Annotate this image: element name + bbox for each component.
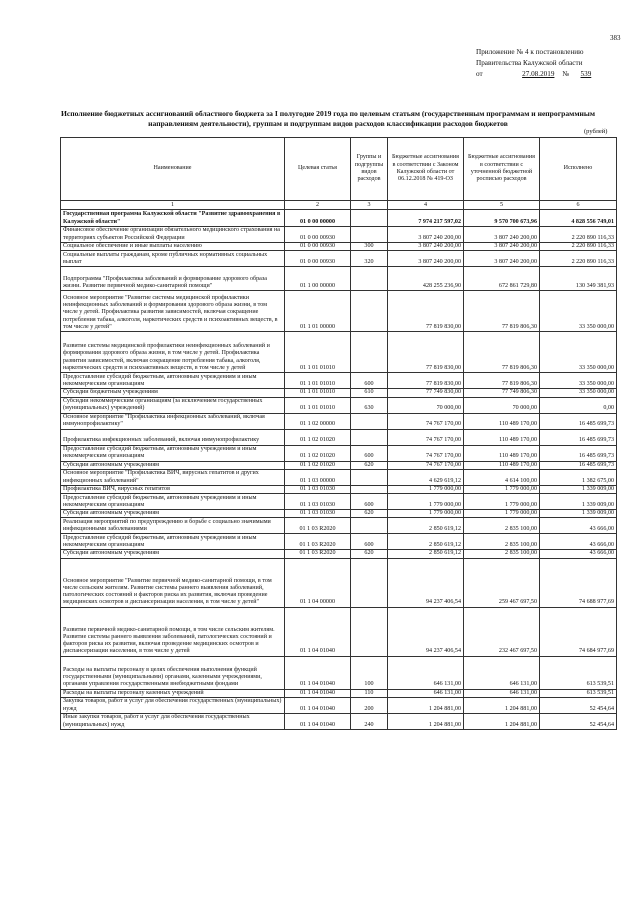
row-expense-group-cell [351,227,388,243]
row-executed-cell: 4 828 556 749,01 [540,210,617,227]
row-expense-group-cell [351,291,388,332]
table-row [61,550,617,558]
page-number: 383 [610,34,621,42]
row-expense-group-cell: 620 [351,550,388,558]
row-expense-group-cell: 630 [351,397,388,413]
row-law-allocation-cell: 4 629 619,12 [388,469,464,485]
row-expense-group-cell [351,413,388,429]
row-revised-allocation-cell: 77 819 806,30 [464,291,540,332]
row-law-allocation-cell: 646 131,00 [388,689,464,697]
row-law-allocation-cell: 2 850 619,12 [388,550,464,558]
row-expense-group-cell: 600 [351,445,388,461]
row-law-allocation-cell: 94 237 406,54 [388,558,464,607]
table-header-row [61,138,617,201]
row-expense-group-cell: 200 [351,698,388,714]
row-revised-allocation-cell: 77 819 806,30 [464,332,540,373]
row-name-cell: Развитие первичной медико-санитарной помощи, в том числе сельским жителям. Развитие системы раннего выявления заболеваний, патологических состояний и факторов риска их развития, включая проведение медицинских осмотров и диспансеризации населения, в том числе у детей [61,607,285,656]
row-executed-cell: 16 485 699,73 [540,445,617,461]
row-revised-allocation-cell: 232 467 697,50 [464,607,540,656]
row-expense-group-cell [351,558,388,607]
column-number: 4 [388,201,464,210]
row-name-cell: Социальные выплаты гражданам, кроме публичных нормативных социальных выплат [61,251,285,267]
row-law-allocation-cell: 3 807 240 200,00 [388,251,464,267]
row-law-allocation-cell: 77 819 830,00 [388,291,464,332]
row-revised-allocation-cell: 110 489 170,00 [464,429,540,445]
appendix-number: 539 [580,70,592,78]
row-target-article-cell: 01 1 01 01010 [285,373,351,389]
table-row [61,429,617,445]
row-revised-allocation-cell: 1 779 000,00 [464,494,540,510]
row-expense-group-cell [351,267,388,291]
row-name-cell: Предоставление субсидий бюджетным, автономным учреждениям и иным некоммерческим организациям [61,373,285,389]
row-target-article-cell: 01 1 03 R2020 [285,518,351,534]
row-expense-group-cell [351,469,388,485]
row-target-article-cell: 01 1 02 01020 [285,445,351,461]
row-target-article-cell: 01 1 03 01030 [285,494,351,510]
row-name-cell: Предоставление субсидий бюджетным, автономным учреждениям и иным некоммерческим организациям [61,494,285,510]
row-target-article-cell: 01 1 01 01010 [285,332,351,373]
row-revised-allocation-cell: 1 204 881,00 [464,714,540,730]
row-expense-group-cell [351,485,388,493]
table-row [61,227,617,243]
row-name-cell: Закупка товаров, работ и услуг для обеспечения государственных (муниципальных) нужд [61,698,285,714]
row-law-allocation-cell: 1 779 000,00 [388,485,464,493]
row-revised-allocation-cell: 77 749 806,30 [464,389,540,397]
row-executed-cell: 130 349 381,93 [540,267,617,291]
row-law-allocation-cell: 1 779 000,00 [388,510,464,518]
row-name-cell: Профилактика инфекционных заболеваний, включая иммунопрофилактику [61,429,285,445]
row-executed-cell: 33 350 000,00 [540,389,617,397]
row-target-article-cell: 01 1 03 R2020 [285,550,351,558]
row-law-allocation-cell: 3 807 240 200,00 [388,243,464,251]
row-law-allocation-cell: 2 850 619,12 [388,534,464,550]
column-header-law-allocation: Бюджетные ассигнования в соответствии с Законом Калужской области от 06.12.2018 № 419-ОЗ [388,138,464,201]
row-name-cell: Субсидии некоммерческим организациям (за исключением государственных (муниципальных) учреждений) [61,397,285,413]
table-row [61,291,617,332]
row-law-allocation-cell: 77 749 830,00 [388,389,464,397]
row-target-article-cell: 01 1 03 00000 [285,469,351,485]
row-revised-allocation-cell: 4 614 100,00 [464,469,540,485]
row-expense-group-cell: 600 [351,534,388,550]
row-target-article-cell: 01 1 02 00000 [285,413,351,429]
row-expense-group-cell [351,332,388,373]
table-row [61,373,617,389]
table-row [61,210,617,227]
row-revised-allocation-cell: 646 131,00 [464,656,540,689]
row-target-article-cell: 01 1 01 00000 [285,291,351,332]
appendix-header [476,47,636,80]
table-row [61,518,617,534]
row-expense-group-cell: 300 [351,243,388,251]
row-target-article-cell: 01 1 04 01040 [285,656,351,689]
row-target-article-cell: 01 0 00 00000 [285,210,351,227]
row-revised-allocation-cell: 110 489 170,00 [464,445,540,461]
row-executed-cell: 74 688 977,69 [540,558,617,607]
table-row [61,656,617,689]
row-target-article-cell: 01 0 00 00930 [285,243,351,251]
row-law-allocation-cell: 2 850 619,12 [388,518,464,534]
row-executed-cell: 33 350 000,00 [540,373,617,389]
row-revised-allocation-cell: 110 489 170,00 [464,413,540,429]
row-revised-allocation-cell: 3 807 240 200,00 [464,251,540,267]
row-executed-cell: 1 339 009,00 [540,510,617,518]
row-revised-allocation-cell: 77 819 806,30 [464,373,540,389]
row-target-article-cell: 01 1 04 01040 [285,607,351,656]
row-target-article-cell: 01 1 03 01030 [285,485,351,493]
row-name-cell: Реализация мероприятий по предупреждению и борьбе с социально значимыми инфекционными заболеваниями [61,518,285,534]
row-name-cell: Развитие системы медицинской профилактики неинфекционных заболеваний и формирования здорового образа жизни, в том числе у детей. Профилактика развития зависимостей, включая сокращение потребления табака, алкоголя, наркотических средств и психоактивных веществ, в том числе у детей [61,332,285,373]
row-revised-allocation-cell: 3 807 240 200,00 [464,243,540,251]
row-law-allocation-cell: 3 807 240 200,00 [388,227,464,243]
row-revised-allocation-cell: 9 570 700 673,96 [464,210,540,227]
row-law-allocation-cell: 1 779 000,00 [388,494,464,510]
row-revised-allocation-cell: 2 835 100,00 [464,534,540,550]
table-row [61,469,617,485]
row-law-allocation-cell: 646 131,00 [388,656,464,689]
row-name-cell: Субсидии бюджетным учреждениям [61,389,285,397]
row-executed-cell: 613 539,51 [540,656,617,689]
row-name-cell: Субсидии автономным учреждениям [61,461,285,469]
row-name-cell: Предоставление субсидий бюджетным, автономным учреждениям и иным некоммерческим организациям [61,534,285,550]
row-name-cell: Расходы на выплаты персоналу в целях обеспечения выполнения функций государственными (муниципальными) органами, казенными учреждениями, органами управления государственными внебюджетными фондами [61,656,285,689]
row-name-cell: Финансовое обеспечение организации обязательного медицинского страхования на территориях субъектов Российской Федерации [61,227,285,243]
row-target-article-cell: 01 1 00 00000 [285,267,351,291]
column-number: 5 [464,201,540,210]
row-target-article-cell: 01 1 04 01040 [285,714,351,730]
row-executed-cell: 16 485 699,73 [540,461,617,469]
row-revised-allocation-cell: 110 489 170,00 [464,461,540,469]
row-executed-cell: 43 666,00 [540,534,617,550]
row-revised-allocation-cell: 672 861 729,80 [464,267,540,291]
row-expense-group-cell [351,607,388,656]
row-target-article-cell: 01 1 03 01030 [285,510,351,518]
row-name-cell: Государственная программа Калужской области "Развитие здравоохранения в Калужской области" [61,210,285,227]
row-name-cell: Основное мероприятие "Развитие первичной медико-санитарной помощи, в том числе сельским жителям. Развитие системы раннего выявления заболеваний, патологических состояний и факторов риска их развития, включая проведение медицинских осмотров и диспансеризации населения, в том числе у детей" [61,558,285,607]
row-target-article-cell: 01 1 01 01010 [285,397,351,413]
table-row [61,413,617,429]
row-revised-allocation-cell: 1 204 881,00 [464,698,540,714]
row-target-article-cell: 01 0 00 00930 [285,251,351,267]
row-executed-cell: 43 666,00 [540,550,617,558]
column-header-revised-allocation: Бюджетные ассигнования в соответствии с уточненной бюджетной росписью расходов [464,138,540,201]
row-executed-cell: 1 339 009,00 [540,494,617,510]
row-expense-group-cell: 320 [351,251,388,267]
table-row [61,689,617,697]
row-executed-cell: 74 684 977,69 [540,607,617,656]
column-header-executed: Исполнено [540,138,617,201]
column-number: 6 [540,201,617,210]
row-executed-cell: 1 382 675,00 [540,469,617,485]
column-number: 3 [351,201,388,210]
row-expense-group-cell: 100 [351,656,388,689]
table-row [61,510,617,518]
appendix-number-label: № [562,70,570,78]
appendix-line-2: Правительства Калужской области [476,59,583,67]
row-law-allocation-cell: 74 767 170,00 [388,445,464,461]
row-executed-cell: 1 339 009,00 [540,485,617,493]
row-target-article-cell: 01 1 04 01040 [285,698,351,714]
row-revised-allocation-cell: 646 131,00 [464,689,540,697]
row-law-allocation-cell: 77 819 830,00 [388,332,464,373]
table-row [61,485,617,493]
table-row [61,332,617,373]
row-law-allocation-cell: 1 204 881,00 [388,714,464,730]
row-executed-cell: 613 539,51 [540,689,617,697]
row-law-allocation-cell: 7 974 217 597,02 [388,210,464,227]
row-name-cell: Основное мероприятие "Профилактика инфекционных заболеваний, включая иммунопрофилактику" [61,413,285,429]
row-executed-cell: 52 454,64 [540,714,617,730]
row-law-allocation-cell: 77 819 830,00 [388,373,464,389]
budget-table [60,137,617,730]
row-executed-cell: 2 220 890 116,33 [540,243,617,251]
row-executed-cell: 16 485 699,73 [540,413,617,429]
row-revised-allocation-cell: 2 835 100,00 [464,518,540,534]
row-revised-allocation-cell: 1 779 000,00 [464,485,540,493]
appendix-line-3 [476,69,636,80]
row-revised-allocation-cell: 70 000,00 [464,397,540,413]
row-law-allocation-cell: 1 204 881,00 [388,698,464,714]
row-law-allocation-cell: 74 767 170,00 [388,429,464,445]
row-revised-allocation-cell: 2 835 100,00 [464,550,540,558]
row-name-cell: Основное мероприятие "Развитие системы медицинской профилактики неинфекционных заболеваний и формирования здорового образа жизни, в том числе у детей. Профилактика развития зависимостей, включая сокращение потребления табака, алкоголя, наркотических средств и психоактивных веществ, в том числе у детей" [61,291,285,332]
table-row [61,714,617,730]
row-expense-group-cell: 600 [351,373,388,389]
row-law-allocation-cell: 70 000,00 [388,397,464,413]
row-law-allocation-cell: 94 237 406,54 [388,607,464,656]
row-name-cell: Субсидии автономным учреждениям [61,550,285,558]
table-row [61,558,617,607]
row-law-allocation-cell: 74 767 170,00 [388,461,464,469]
table-row [61,267,617,291]
table-row [61,389,617,397]
table-body [61,210,617,730]
row-executed-cell: 16 485 699,73 [540,429,617,445]
row-name-cell: Расходы на выплаты персоналу казенных учреждений [61,689,285,697]
row-expense-group-cell [351,518,388,534]
row-executed-cell: 43 666,00 [540,518,617,534]
row-target-article-cell: 01 1 02 01020 [285,461,351,469]
table-row [61,607,617,656]
table-row [61,397,617,413]
row-target-article-cell: 01 1 02 01020 [285,429,351,445]
row-target-article-cell: 01 0 00 00930 [285,227,351,243]
row-name-cell: Профилактика ВИЧ, вирусных гепатитов [61,485,285,493]
column-header-name: Наименование [61,138,285,201]
row-expense-group-cell: 620 [351,510,388,518]
row-name-cell: Иные закупки товаров, работ и услуг для обеспечения государственных (муниципальных) нужд [61,714,285,730]
row-executed-cell: 33 350 000,00 [540,332,617,373]
row-executed-cell: 52 454,64 [540,698,617,714]
table-row [61,445,617,461]
row-expense-group-cell: 610 [351,389,388,397]
table-row [61,698,617,714]
column-number-row [61,201,617,210]
row-expense-group-cell: 600 [351,494,388,510]
row-target-article-cell: 01 1 04 00000 [285,558,351,607]
appendix-date: 27.08.2019 [522,70,555,78]
row-name-cell: Основное мероприятие "Профилактика ВИЧ, вирусных гепатитов и других инфекционных заболеваний" [61,469,285,485]
row-law-allocation-cell: 428 255 236,90 [388,267,464,291]
row-expense-group-cell: 620 [351,461,388,469]
table-row [61,243,617,251]
column-header-target-article: Целевая статья [285,138,351,201]
row-target-article-cell: 01 1 01 01010 [285,389,351,397]
table-row [61,534,617,550]
column-number: 2 [285,201,351,210]
row-expense-group-cell [351,210,388,227]
row-revised-allocation-cell: 3 807 240 200,00 [464,227,540,243]
row-expense-group-cell: 240 [351,714,388,730]
row-executed-cell: 2 220 890 116,33 [540,227,617,243]
row-name-cell: Предоставление субсидий бюджетным, автономным учреждениям и иным некоммерческим организациям [61,445,285,461]
table-row [61,494,617,510]
row-revised-allocation-cell: 259 467 697,50 [464,558,540,607]
table-row [61,251,617,267]
row-name-cell: Подпрограмма "Профилактика заболеваний и формирование здорового образа жизни. Развитие первичной медико-санитарной помощи" [61,267,285,291]
column-number: 1 [61,201,285,210]
row-law-allocation-cell: 74 767 170,00 [388,413,464,429]
column-header-expense-groups: Группы и подгруппы видов расходов [351,138,388,201]
appendix-line-1: Приложение № 4 к постановлению [476,48,584,56]
row-executed-cell: 33 350 000,00 [540,291,617,332]
row-target-article-cell: 01 1 04 01040 [285,689,351,697]
row-revised-allocation-cell: 1 779 000,00 [464,510,540,518]
row-executed-cell: 2 220 890 116,33 [540,251,617,267]
row-executed-cell: 0,00 [540,397,617,413]
row-target-article-cell: 01 1 03 R2020 [285,534,351,550]
table-row [61,461,617,469]
row-expense-group-cell [351,429,388,445]
unit-label: (рублей) [584,128,608,135]
row-name-cell: Субсидии автономным учреждениям [61,510,285,518]
appendix-from-label: от [476,70,483,78]
document-title: Исполнение бюджетных ассигнований областного бюджета за I полугодие 2019 года по целевым статьям (государственным программам и непрограммным направлениям деятельности), группам и подгруппам видов расходов классификации расходов бюджетов [60,109,595,128]
row-name-cell: Социальное обеспечение и иные выплаты населению [61,243,285,251]
row-expense-group-cell: 110 [351,689,388,697]
